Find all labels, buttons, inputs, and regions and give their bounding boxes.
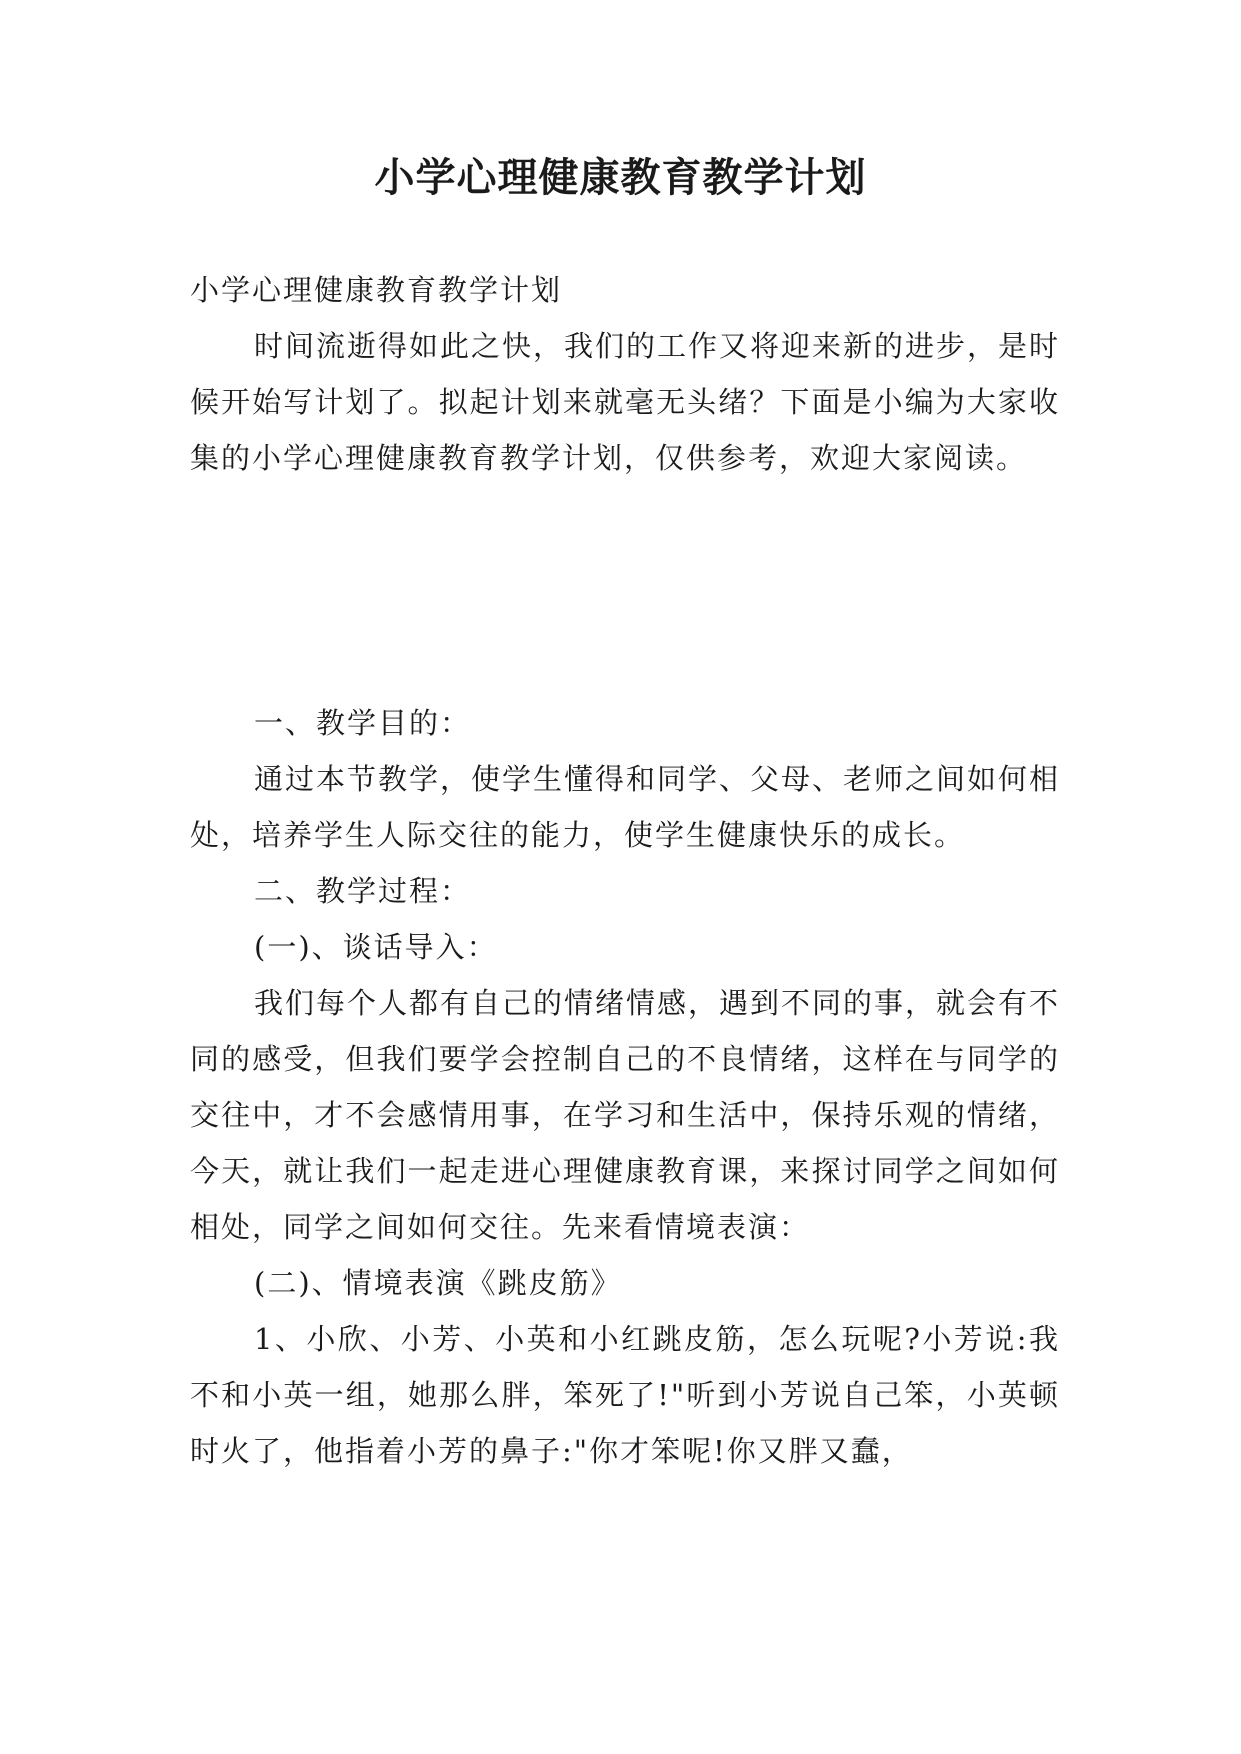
intro-block [190,262,1060,486]
intro-talk-paragraph: 我们每个人都有自己的情绪情感，遇到不同的事，就会有不同的感受，但我们要学会控制自己的不良情绪，这样在与同学的交往中，才不会感情用事，在学习和生活中，保持乐观的情绪，今天，就让我们一起走进心理健康教育课，来探讨同学之间如何相处，同学之间如何交往。先来看情境表演： [190,986,1061,1244]
intro-paragraph: 时间流逝得如此之快，我们的工作又将迎来新的进步，是时候开始写计划了。拟起计划来就毫无头绪？下面是小编为大家收集的小学心理健康教育教学计划，仅供参考，欢迎大家阅读。 [190,329,1061,475]
intro-subtitle: 小学心理健康教育教学计划 [190,273,563,307]
section-heading-process: 二、教学过程： [254,874,472,908]
section-heading-goal: 一、教学目的： [254,706,472,740]
content-block [190,695,1060,1479]
goal-paragraph: 通过本节教学，使学生懂得和同学、父母、老师之间如何相处，培养学生人际交往的能力，使学生健康快乐的成长。 [190,762,1061,852]
subsection-heading-scene: (二)、情境表演《跳皮筋》 [254,1266,622,1300]
document-title: 小学心理健康教育教学计划 [374,154,867,201]
scene-paragraph: 1、小欣、小芳、小英和小红跳皮筋，怎么玩呢?小芳说:我不和小英一组，她那么胖，笨死了!"听到小芳说自己笨，小英顿时火了，他指着小芳的鼻子:"你才笨呢!你又胖又蠢， [190,1322,1060,1468]
subsection-heading-intro: (一)、谈话导入： [254,930,498,964]
